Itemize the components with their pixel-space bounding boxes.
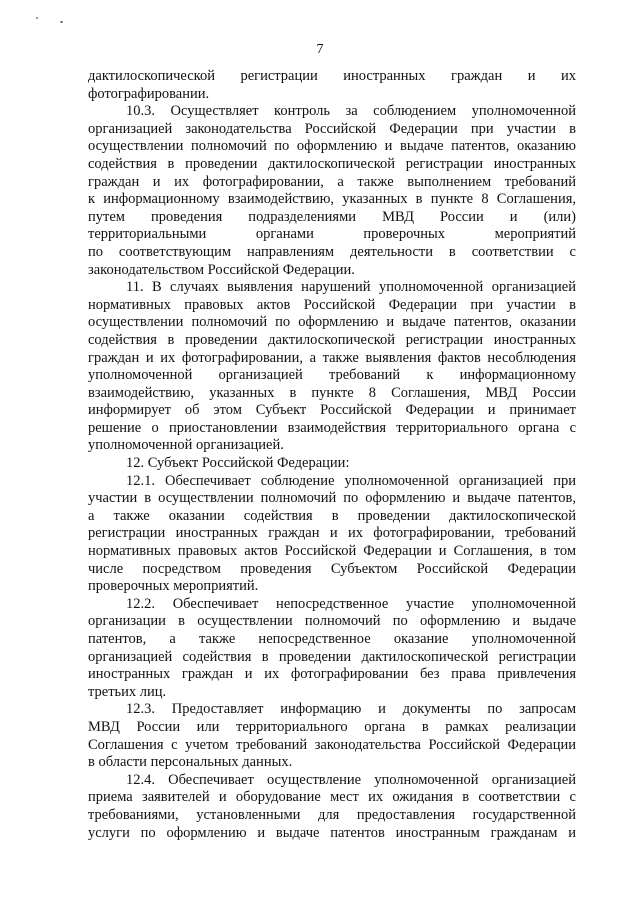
text-line: третьих лиц. bbox=[88, 683, 167, 700]
text-line: регистрации иностранных граждан и их фотографировании, требований bbox=[88, 525, 576, 542]
text-line: по соответствующим направлениям деятельности в соответствии с bbox=[88, 243, 576, 260]
text-line: уполномоченной организацией. bbox=[88, 437, 284, 454]
text-line: приема заявителей и оборудование мест их ожидания в соответствии с bbox=[88, 789, 576, 806]
text-line: услуги по оформлению и выдаче патентов иностранным гражданам и bbox=[88, 824, 576, 841]
text-line: 12. Субъект Российской Федерации: bbox=[126, 455, 350, 472]
text-line: фотографировании. bbox=[88, 85, 210, 102]
scan-speck bbox=[60, 21, 63, 23]
page-number: 7 bbox=[316, 42, 324, 57]
text-line: информирует об этом Субъект Российской Федерации и принимает bbox=[88, 402, 576, 419]
text-line: граждан и их фотографировании, а также выполнением требований bbox=[88, 173, 576, 190]
text-line: 12.2. Обеспечивает непосредственное участие уполномоченной bbox=[126, 595, 576, 612]
text-line: взаимодействию, указанных в пункте 8 Соглашения, МВД России bbox=[88, 384, 576, 401]
text-line: патентов, а также непосредственное оказание уполномоченной bbox=[88, 631, 576, 647]
text-line: организацией законодательства Российской Федерации при участии в bbox=[88, 120, 576, 137]
text-line: к информационному взаимодействию, указанных в пункте 8 Соглашения, bbox=[88, 191, 576, 208]
text-line: нормативных правовых актов Российской Федерации при участии в bbox=[88, 296, 576, 313]
text-line: решение о приостановлении взаимодействия территориального органа с bbox=[88, 419, 576, 436]
text-line: содействия в проведении дактилоскопической регистрации иностранных bbox=[88, 155, 576, 172]
text-line: 10.3. Осуществляет контроль за соблюдением уполномоченной bbox=[126, 103, 576, 120]
text-line: 12.1. Обеспечивает соблюдение уполномоченной организацией при bbox=[126, 472, 576, 489]
text-line: уполномоченной организацией требований к информационному bbox=[88, 367, 576, 384]
text-line: осуществлении полномочий по оформлению и выдаче патентов, оказанию bbox=[88, 138, 576, 155]
text-line: граждан и их фотографировании, а также выявления фактов несоблюдения bbox=[88, 349, 576, 366]
text-line: законодательством Российской Федерации. bbox=[88, 261, 355, 278]
text-line: осуществлении полномочий по оформлению и выдаче патентов, оказании bbox=[88, 314, 576, 331]
text-line: путем проведения подразделениями МВД России и (или) bbox=[88, 208, 576, 225]
text-line: 12.4. Обеспечивает осуществление уполномоченной организацией bbox=[126, 771, 576, 788]
text-line: участии в осуществлении полномочий по оформлению и выдаче патентов, bbox=[88, 490, 576, 507]
scan-speck bbox=[36, 17, 38, 19]
text-line: организации в осуществлении полномочий по оформлению и выдаче bbox=[88, 613, 576, 630]
text-line: в области персональных данных. bbox=[88, 754, 293, 771]
text-line: требованиями, установленными для предоставления государственной bbox=[88, 806, 576, 823]
text-line: Соглашения с учетом требований законодательства Российской Федерации bbox=[88, 736, 576, 753]
text-line: проверочных мероприятий. bbox=[88, 578, 259, 595]
text-line: содействия в проведении дактилоскопической регистрации иностранных bbox=[88, 331, 576, 348]
text-line: 12.3. Предоставляет информацию и документы по запросам bbox=[126, 701, 576, 718]
text-line: иностранных граждан и их фотографировании без права привлечения bbox=[88, 666, 576, 683]
text-line: организацией содействия в проведении дактилоскопической регистрации bbox=[88, 648, 576, 665]
text-line: а также оказании содействия в проведении дактилоскопической bbox=[88, 507, 576, 524]
text-line: числе посредством проведения Субъектом Российской Федерации bbox=[88, 560, 576, 577]
text-line: нормативных правовых актов Российской Федерации и Соглашения, в том bbox=[88, 543, 576, 560]
text-line: 11. В случаях выявления нарушений уполномоченной организацией bbox=[126, 279, 576, 296]
body-text bbox=[88, 68, 576, 842]
text-line: дактилоскопической регистрации иностранных граждан и их bbox=[88, 68, 576, 84]
text-line: территориальными органами проверочных мероприятий bbox=[88, 226, 576, 243]
text-line: МВД России или территориального органа в рамках реализации bbox=[88, 718, 576, 735]
